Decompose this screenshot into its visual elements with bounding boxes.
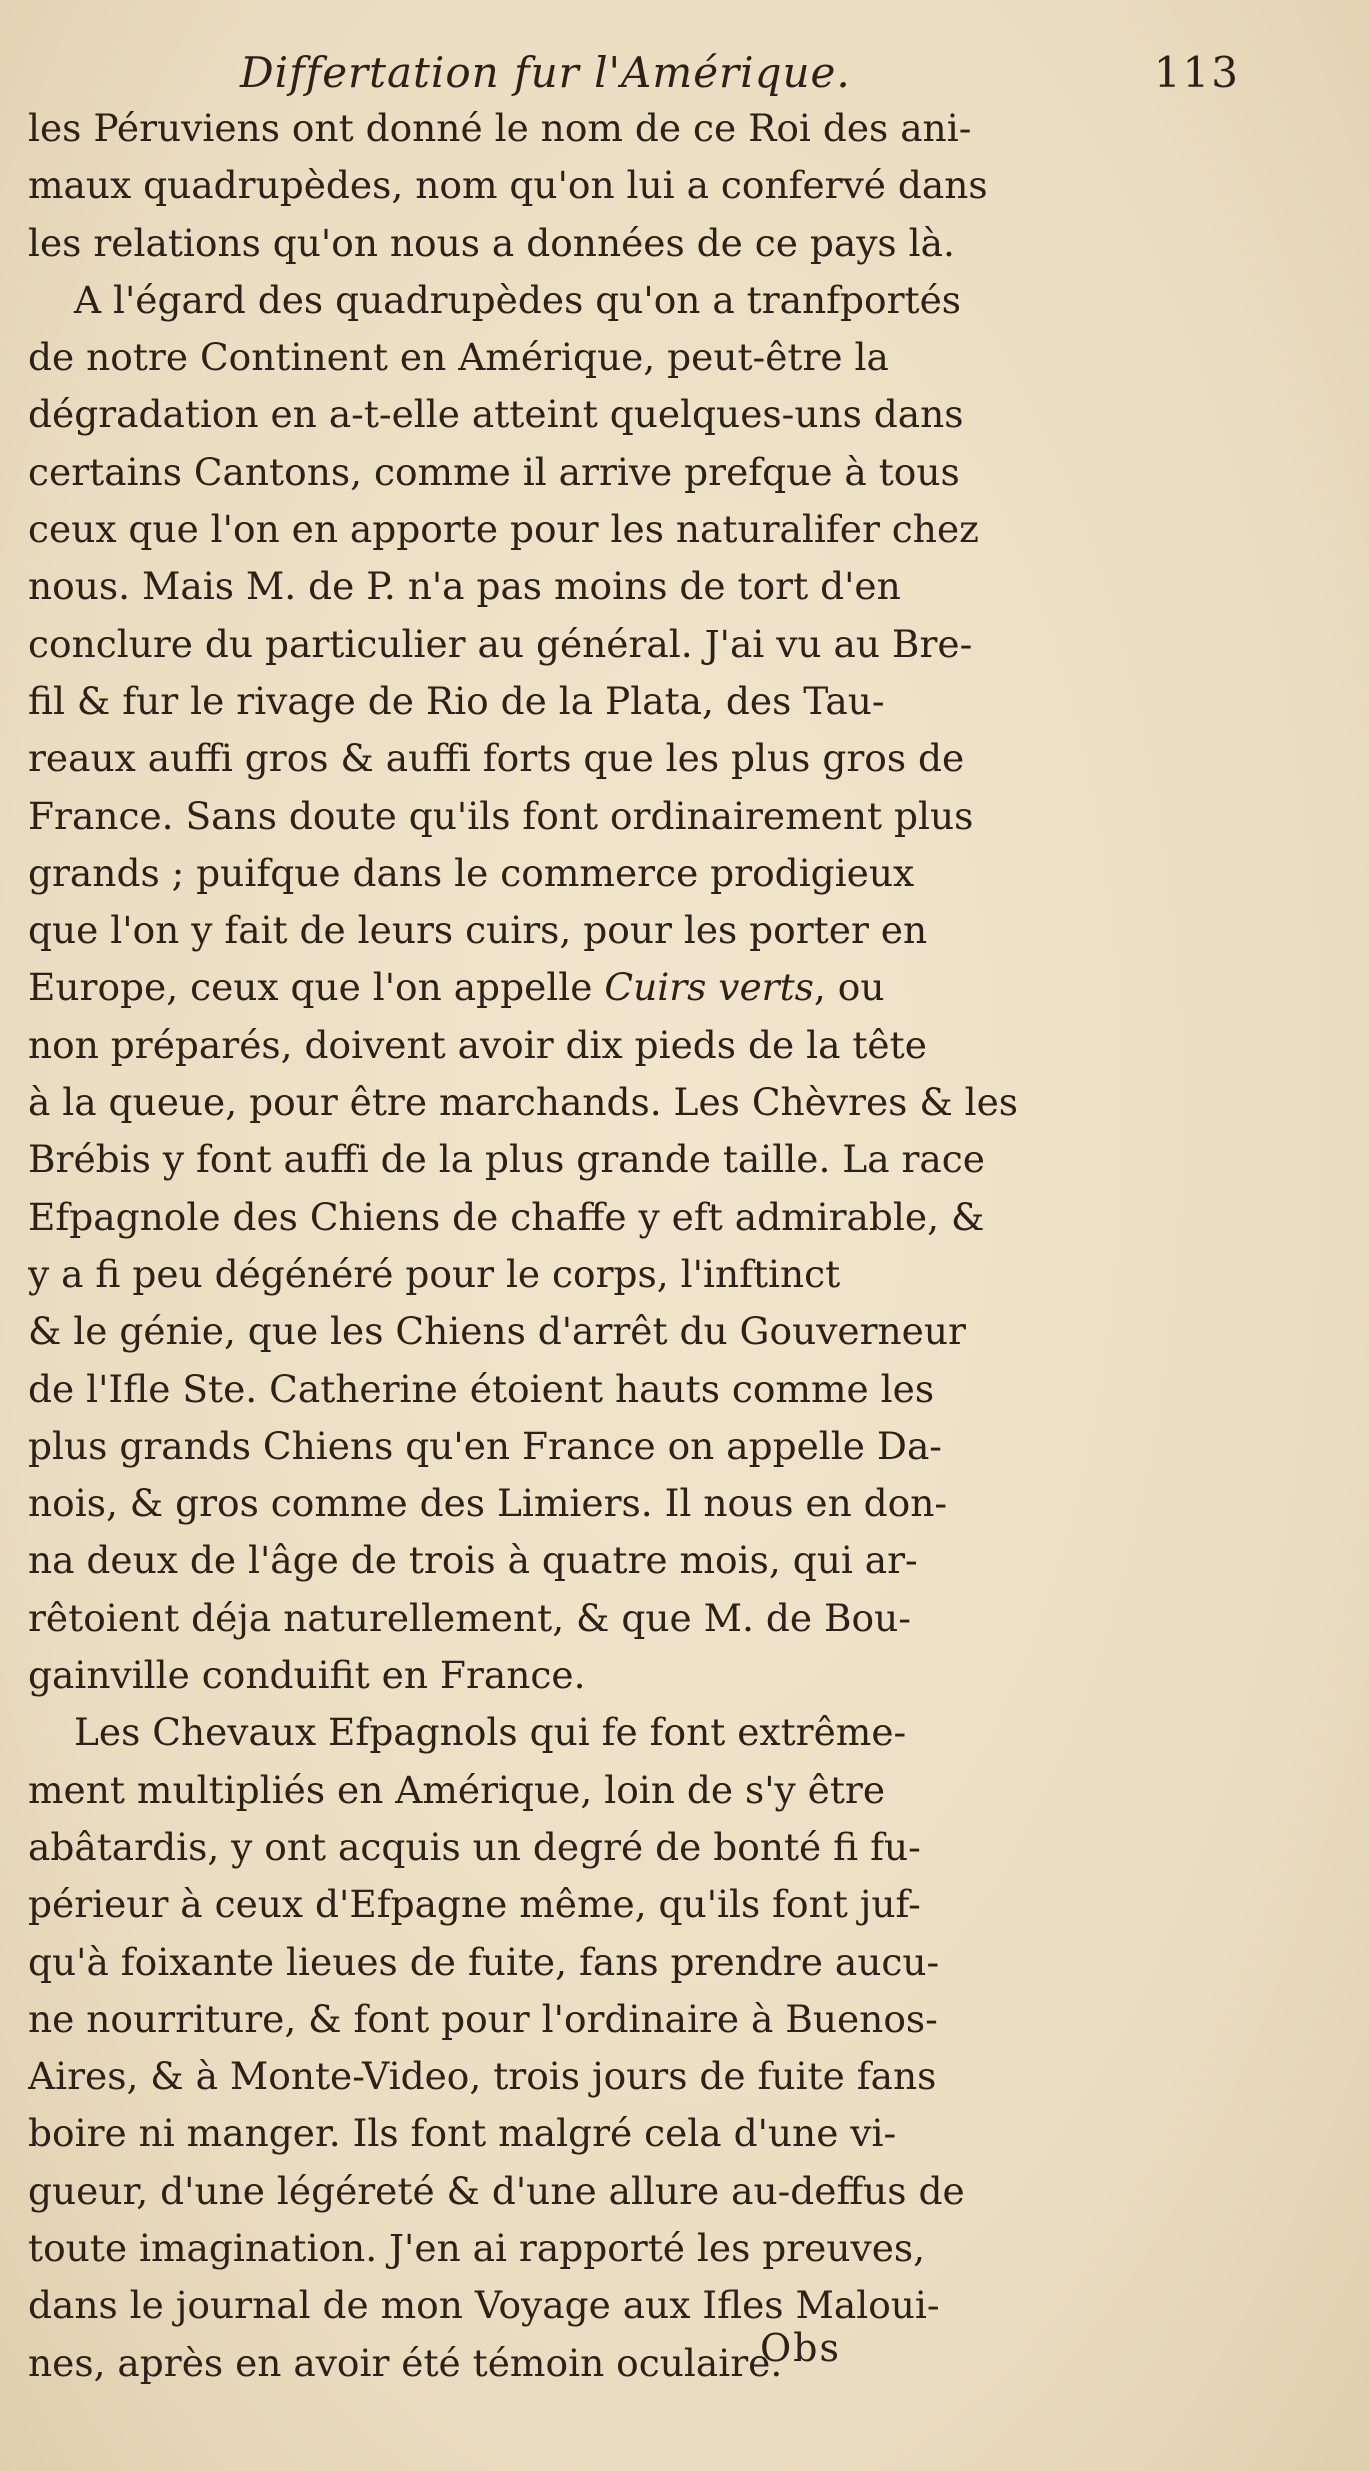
text-line: boire ni manger. Ils font malgré cela d'une vi- bbox=[28, 2111, 897, 2156]
text-line: périeur à ceux d'Efpagne même, qu'ils font juf- bbox=[28, 1882, 921, 1927]
text-line: Efpagnole des Chiens de chaffe y eft admirable, & bbox=[28, 1194, 985, 1239]
text-line: na deux de l'âge de trois à quatre mois, qui ar- bbox=[28, 1538, 918, 1583]
running-title: Differtation fur l'Amérique. bbox=[240, 48, 851, 97]
text-line: y a fi peu dégénéré pour le corps, l'inftinct bbox=[28, 1251, 841, 1296]
text-line: de l'Ifle Ste. Catherine étoient hauts comme les bbox=[28, 1366, 935, 1411]
text-line: ceux que l'on en apporte pour les naturalifer chez bbox=[28, 507, 979, 552]
text-line: Les Chevaux Efpagnols qui fe font extrême- bbox=[74, 1710, 907, 1755]
text-line: & le génie, que les Chiens d'arrêt du Gouverneur bbox=[28, 1309, 966, 1354]
text-line: reaux auffi gros & auffi forts que les plus gros de bbox=[28, 736, 965, 781]
text-line: rêtoient déja naturellement, & que M. de Bou- bbox=[28, 1595, 911, 1640]
text-line: nous. Mais M. de P. n'a pas moins de tort d'en bbox=[28, 564, 901, 609]
text-line: qu'à foixante lieues de fuite, fans prendre aucu- bbox=[28, 1939, 940, 1984]
text-line: grands ; puifque dans le commerce prodigieux bbox=[28, 850, 915, 895]
text-line: Aires, & à Monte-Video, trois jours de fuite fans bbox=[28, 2054, 937, 2099]
body-text bbox=[28, 100, 1328, 2392]
text-line: France. Sans doute qu'ils font ordinairement plus bbox=[28, 793, 974, 838]
text-line: gainville conduifit en France. bbox=[28, 1653, 586, 1698]
text-line: non préparés, doivent avoir dix pieds de la tête bbox=[28, 1022, 927, 1067]
text-line: A l'égard des quadrupèdes qu'on a tranfportés bbox=[74, 277, 962, 322]
text-line: nes, après en avoir été témoin oculaire. bbox=[28, 2340, 783, 2385]
text-line: plus grands Chiens qu'en France on appelle Da- bbox=[28, 1423, 942, 1468]
page-number: 113 bbox=[1153, 48, 1240, 97]
text-line: maux quadrupèdes, nom qu'on lui a confervé dans bbox=[28, 163, 988, 208]
text-line: nois, & gros comme des Limiers. Il nous en don- bbox=[28, 1481, 948, 1526]
text-line: abâtardis, y ont acquis un degré de bonté fi fu- bbox=[28, 1824, 921, 1869]
text-line: gueur, d'une légéreté & d'une allure au-deffus de bbox=[28, 2168, 965, 2213]
text-line: certains Cantons, comme il arrive prefque à tous bbox=[28, 449, 960, 494]
text-line: dégradation en a-t-elle atteint quelques-uns dans bbox=[28, 392, 964, 437]
text-line: fil & fur le rivage de Rio de la Plata, des Tau- bbox=[28, 678, 885, 723]
text-line: de notre Continent en Amérique, peut-être la bbox=[28, 335, 889, 380]
text-line: dans le journal de mon Voyage aux Ifles Maloui- bbox=[28, 2283, 940, 2328]
text-line: que l'on y fait de leurs cuirs, pour les porter en bbox=[28, 908, 928, 953]
text-line: Europe, ceux que l'on appelle Cuirs verts, ou bbox=[28, 965, 885, 1010]
catchword: Obs bbox=[760, 2326, 841, 2370]
text-line: conclure du particulier au général. J'ai vu au Bre- bbox=[28, 621, 973, 666]
text-line: toute imagination. J'en ai rapporté les preuves, bbox=[28, 2225, 926, 2270]
text-line: les relations qu'on nous a données de ce pays là. bbox=[28, 220, 955, 265]
text-line: Brébis y font auffi de la plus grande taille. La race bbox=[28, 1137, 985, 1182]
running-head bbox=[200, 48, 1240, 108]
text-line: à la queue, pour être marchands. Les Chèvres & les bbox=[28, 1080, 1019, 1125]
text-line: ne nourriture, & font pour l'ordinaire à Buenos- bbox=[28, 1996, 938, 2041]
text-line: les Péruviens ont donné le nom de ce Roi des ani- bbox=[28, 106, 972, 150]
text-line: ment multipliés en Amérique, loin de s'y être bbox=[28, 1767, 886, 1812]
